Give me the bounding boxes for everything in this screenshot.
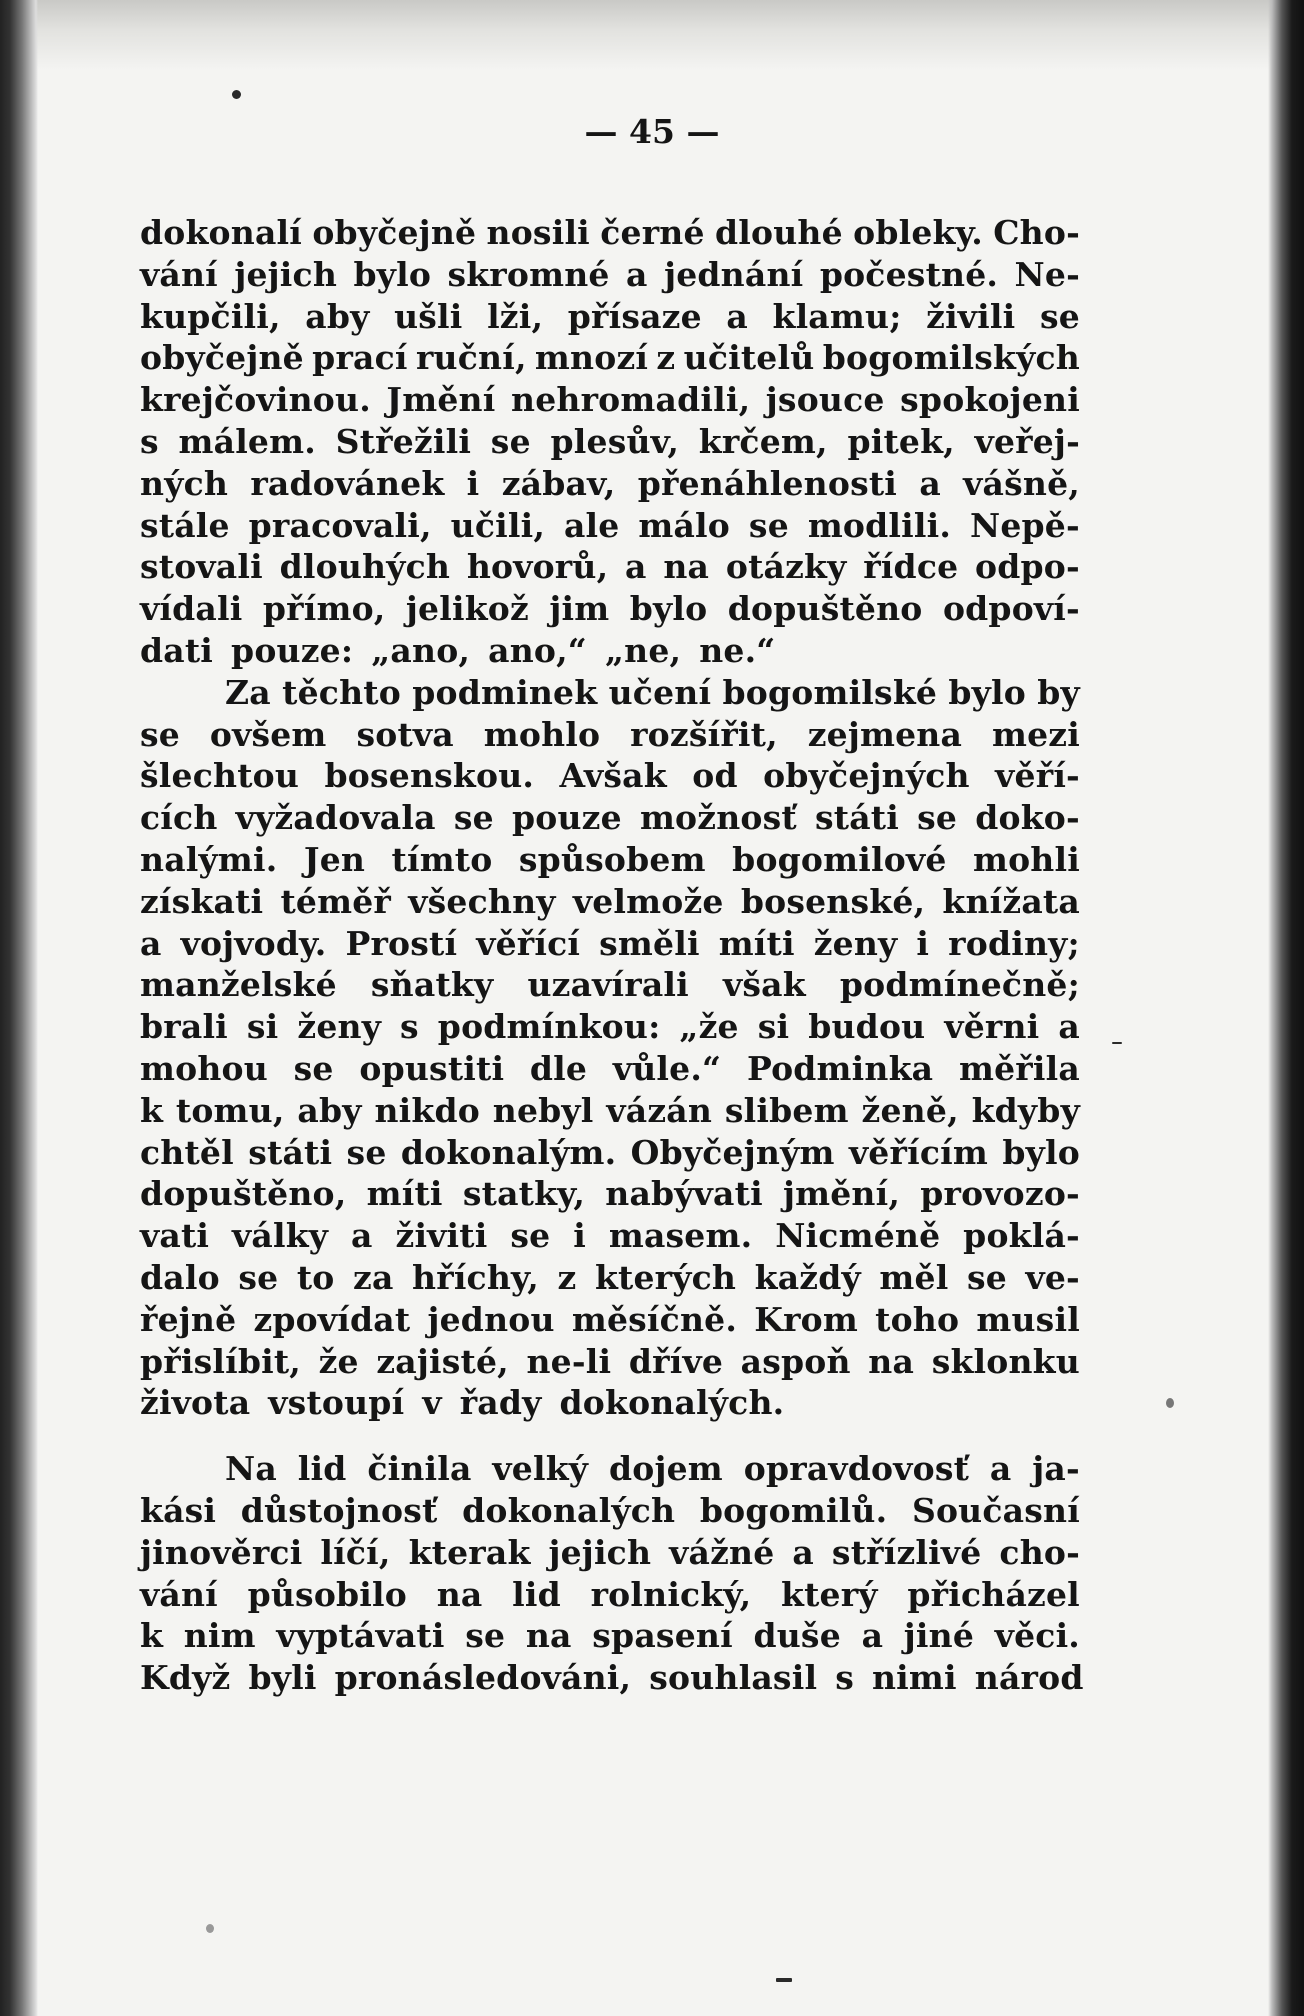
text-line: dokonalí obyčejně nosili černé dlouhé obleky. Cho- [140,213,1080,252]
ink-speck [1112,1042,1122,1044]
text-line: s málem. Střežili se plesův, krčem, pitek, veřej- [140,421,1080,461]
text-line: jinověrci líčí, kterak jejich vážné a střízlivé cho- [140,1532,1080,1572]
text-line: dati pouze: „ano, ano,“ „ne, ne.“ [140,630,776,670]
paragraph [140,672,1080,1424]
text-line: kási důstojnosť dokonalých bogomilů. Současní [140,1490,1080,1530]
text-line: krejčovinou. Jmění nehromadili, jsouce spokojeni [140,380,1080,420]
text-line: řejně zpovídat jednou měsíčně. Krom toho musil [140,1299,1080,1339]
text-line: k nim vyptávati se na spasení duše a jiné věci. [140,1616,1080,1656]
text-line: chtěl státi se dokonalým. Obyčejným věřícím bylo [140,1132,1080,1172]
text-line: dopuštěno, míti statky, nabývati jmění, provozo- [140,1174,1080,1214]
body-text [140,212,1084,1699]
text-line: mohou se opustiti dle vůle.“ Podminka měřila [140,1048,1080,1088]
text-line: života vstoupí v řady dokonalých. [140,1383,785,1423]
ink-speck [776,1978,792,1982]
text-line: vání jejich bylo skromné a jednání počestné. Ne- [140,254,1080,294]
text-line: Za těchto podminek učení bogomilské bylo by [225,672,1080,712]
text-line: obyčejně prací ruční, mnozí z učitelů bogomilských [140,338,1080,378]
paragraph-gap [140,1424,1080,1448]
text-line: kupčili, aby ušli lži, přísaze a klamu; živili se [140,296,1080,336]
page-number: — 45 — [584,112,720,151]
text-line: stovali dlouhých hovorů, a na otázky řídce odpo- [140,547,1080,587]
text-line: Když byli pronásledováni, souhlasil s nimi národ [140,1658,1084,1698]
text-line: přislíbit, že zajisté, ne-li dříve aspoň na sklonku [140,1341,1080,1381]
text-line: šlechtou bosenskou. Avšak od obyčejných věří- [140,756,1080,796]
text-line: vídali přímo, jelikož jim bylo dopuštěno odpoví- [140,589,1080,629]
text-line: získati téměř všechny velmože bosenské, knížata [140,881,1080,921]
text-line: ných radovánek i zábav, přenáhlenosti a vášně, [140,463,1080,503]
text-line: Na lid činila velký dojem opravdovosť a ja- [225,1449,1080,1489]
ink-speck [206,1924,214,1933]
text-line: a vojvody. Prostí věřící směli míti ženy i rodiny; [140,923,1080,963]
text-line: vání působilo na lid rolnický, který přicházel [140,1574,1080,1614]
text-line: vati války a živiti se i masem. Nicméně poklá- [140,1216,1080,1256]
text-line: k tomu, aby nikdo nebyl vázán slibem ženě, kdyby [140,1090,1080,1130]
ink-speck [1166,1398,1174,1408]
text-line: dalo se to za hříchy, z kterých každý měl se ve- [140,1257,1080,1297]
text-line: se ovšem sotva mohlo rozšířit, zejmena mezi [140,714,1080,754]
ink-speck [232,90,241,99]
text-line: cích vyžadovala se pouze možnosť státi se doko- [140,798,1080,838]
text-line: stále pracovali, učili, ale málo se modlili. Nepě- [140,505,1080,545]
paragraph [140,212,1080,672]
scan-left-edge [0,0,38,2016]
scan-right-edge [1268,0,1304,2016]
text-line: nalými. Jen tímto spůsobem bogomilové mohli [140,839,1080,879]
text-line: manželské sňatky uzavírali však podmínečně; [140,965,1080,1005]
text-line: brali si ženy s podmínkou: „že si budou věrni a [140,1007,1080,1047]
paragraph [140,1448,1084,1699]
scan-top-shadow [0,0,1304,70]
